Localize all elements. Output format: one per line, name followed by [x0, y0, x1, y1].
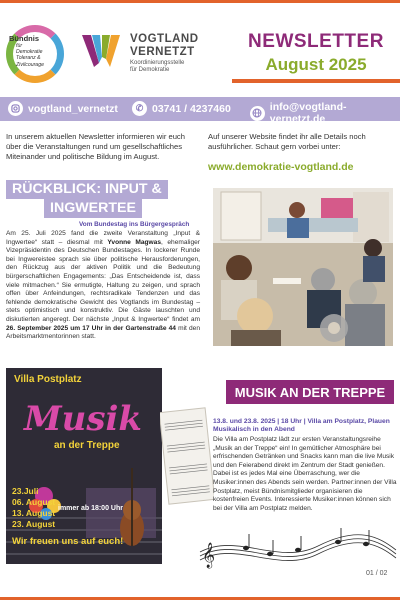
org-name: VOGTLAND VERNETZT — [130, 33, 199, 58]
poster-slogan: Wir freuen uns auf euch! — [12, 536, 124, 547]
header — [0, 3, 400, 91]
musik-heading: MUSIK AN DER TREPPE — [226, 380, 394, 404]
phone-icon: ✆ — [132, 101, 147, 116]
intro-text: In unserem aktuellen Newsletter informieren wir euch über die Veranstaltungen rund um gesellschaftliches Miteinander und politische Bildung im August. — [6, 132, 185, 161]
globe-icon — [250, 106, 265, 121]
page-number: 01 / 02 — [366, 570, 388, 577]
contact-instagram[interactable] — [8, 101, 118, 116]
website-link[interactable]: www.demokratie-vogtland.de — [208, 161, 354, 173]
contact-bar — [0, 97, 400, 125]
poster-title-2: an der Treppe — [54, 440, 120, 451]
website-hint: Auf unserer Website findet ihr alle Details noch ausführlicher. Schaut gern vorbei unter: — [208, 132, 366, 151]
poster-date-3: 13. August — [12, 508, 56, 518]
poster-date-4: 23. August — [12, 519, 56, 529]
musik-subheading: 13.8. und 23.8. 2025 | 18 Uhr | Villa am Postplatz, Plauen Musikalisch in den Abend — [213, 418, 390, 434]
phone-number: 03741 / 4237460 — [152, 102, 231, 115]
org-subtitle: Koordinierungsstelle für Demokratie — [130, 60, 185, 73]
contact-email[interactable] — [250, 101, 400, 125]
rueckblick-article: Am 25. Juli 2025 fand die zweite Veranstaltung „Input & Ingwertee“ statt – diesmal mit Yvonne Magwas, ehemaliger Vizepräsidentin des Deutschen Bundestages. In lockerer Runde bei Ingwereistee sprach sie über politische Herausforderungen, den Rückzug aus der aktiven Politik und die Bedeutung bürgerschaftlichen Engagements: „Das Entscheidende ist, dass viele mitmachen.“ Sie ermutigte, Haltung zu zeigen, und sprach offen über Anfeindungen, rechtsradikale Tendenzen und das fehlende demokratische Gewicht des Vogtlands im Bundestag – stets optimistisch und konstruktiv. Die Gäste lauschten und diskutierten angeregt. Der nächste „Input & Ingwertee“ findet am 26. September 2025 um 17 Uhr in der Gartenstraße 44 mit den Arbeitsmarktmentorinnen statt. — [6, 230, 200, 341]
event-poster — [6, 368, 162, 564]
rueckblick-subheading: Vom Bundestag ins Bürgergespräch — [79, 221, 190, 228]
poster-date-2: 06. August — [12, 497, 56, 507]
vogtland-vernetzt-logo-icon — [80, 29, 124, 73]
contact-phone[interactable] — [132, 101, 231, 116]
instagram-handle: vogtland_vernetzt — [28, 102, 118, 115]
buendnis-subtitle: für Demokratie Toleranz & Zivilcourage — [16, 43, 44, 68]
poster-date-1: 23.Juli — [12, 486, 39, 496]
email-address: info@vogtland-vernetzt.de — [269, 101, 347, 125]
event-photo — [213, 188, 393, 346]
rueckblick-heading: RÜCKBLICK: INPUT & INGWERTEE — [6, 180, 200, 218]
poster-title-1: Musik — [24, 399, 142, 439]
newsletter-title: NEWSLETTER — [248, 31, 384, 52]
edition-underline — [232, 79, 400, 83]
poster-venue: Villa Postplatz — [14, 374, 82, 385]
buendnis-logo — [6, 25, 70, 85]
instagram-icon — [8, 101, 23, 116]
musik-article: Die Villa am Postplatz lädt zur ersten Veranstaltungsreihe „Musik an der Treppe“ ein! In gemütlicher Atmosphäre bei erfrischenden Getränken und Snacks kann man die live Musik und den Feierabend direkt im Zentrum der Stadt genießen. Dabei ist es jedes Mal eine Überraschung, wer die Musiker:innen des Abends sein werden. Partner:innen der Villa Postplatz, meist Bündnismitglieder organisieren die kostenfreien Events. Interessierte Musiker:innen können sich bei der Villa am Postplatz melden. — [213, 436, 397, 512]
music-notes-icon — [198, 522, 398, 570]
buendnis-title: Bündnis — [9, 34, 39, 43]
svg-text:𝄞: 𝄞 — [202, 543, 216, 568]
newsletter-edition: August 2025 — [265, 55, 367, 74]
sheet-music-icon — [160, 406, 214, 506]
poster-time: immer ab 18:00 Uhr — [58, 505, 123, 512]
